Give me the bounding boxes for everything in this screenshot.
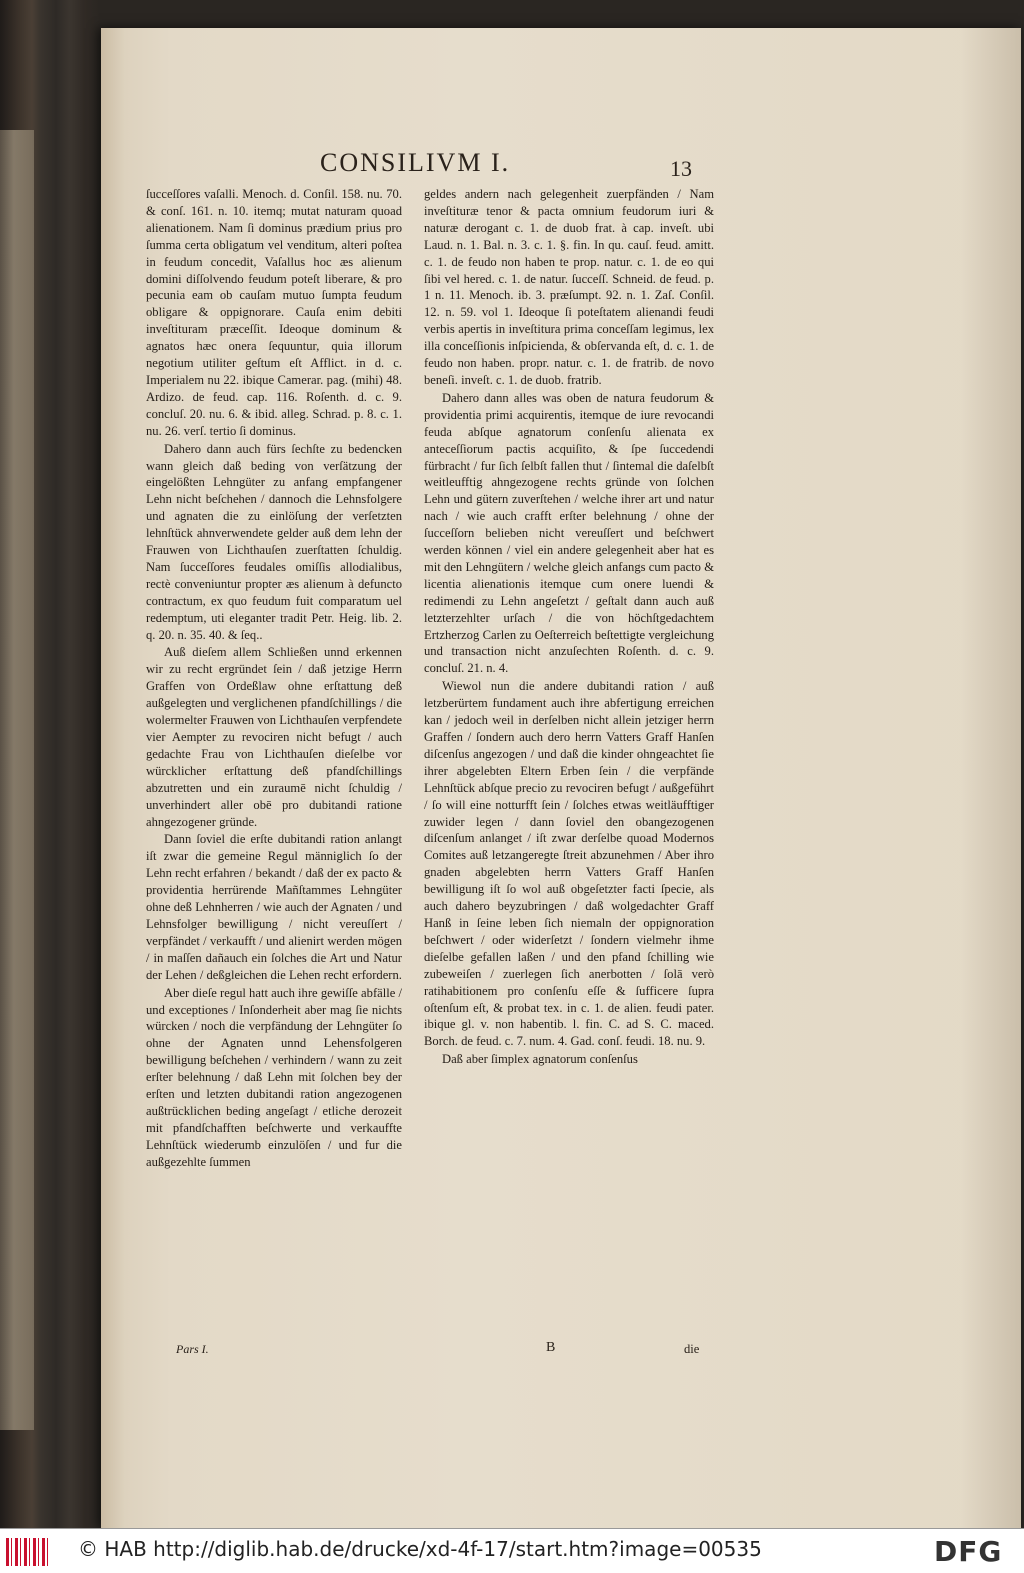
dfg-logo: DFG [934, 1535, 1003, 1568]
right-paragraph: Dahero dann alles was oben de natura feudorum & providentia primi acquirentis, itemque de iure revocandi feuda abſque agnatorum conſenſu alienata ex anteceſſiorum pactis acquiſito, & ſpe ſuccedendi fürbracht / fur ſich ſelbſt fallen thut / ſintemal die daſelbſt weitleufftig ahngezogene rechts gründe von ſolchen Lehn und gütern zuverſtehen / welche ihrer art und natur nach / wie auch crafft erſter belehnung / ohne der ſucceſſorn belieben nicht vereuſſert und beſchwert werden können / viel ein andere gelegenheit aber hat es mit den Lehngütern / welche gleich anfangs cum pacto & licentia alienationis itemque cum onere luendi & redimendi zu Lehn angeſetzt / geſtalt dann auch auß letzterzehlter urſach / die von höchſtgedachtem Ertzherzog Carlen zu Oeſterreich beſtettigte vergleichung und transaction nicht anzuſechten Roſenth. d. c. 9. concluſ. 21. n. 4. [424, 390, 714, 676]
page-heading: CONSILIVM I. [320, 148, 511, 177]
facing-page-edge [0, 130, 34, 1430]
left-paragraph: Auß dieſem allem Schließen unnd erkennen wir zu recht ergründet ſein / daß jetzige Herrn Graffen von Ordeßlaw ohne erſtattung deß außgelegten und verglichenen pfandſchillings / die wolermelter Frauwen von Lichthauſen verpfendete vier Aempter zu revociren nicht befugt / auch gedachte Frau von Lichthauſen dieſelbe vor würcklicher erſtattung deß pfandſchillings abzutretten und ein zuraumē nicht ſchuldig / unverhindert aller obē pro dubitandi ratione ahngezogener gründe. [146, 645, 402, 829]
right-paragraph: geldes andern nach gelegenheit zuerpfänden / Nam inveſtituræ tenor & pacta omnium feudorum iuri & naturæ derogant c. 1. de duob frat. à cap. inveſt. ubi Laud. n. 1. Bal. n. 3. c. 1. §. fin. In qu. cauſ. feud. amitt. c. 1. de feudo non haben te prop. natur. c. 1. de eo qui ſibi vel hered. c. 1. de natur. ſucceſſ. Schneid. de feud. p. 1 n. 11. Menoch. ib. 3. præſumpt. 92. n. 1. Zaſ. Conſil. 12. n. 59. vol 1. Ideoque ſi poteſtatem alienandi feudi verbis apertis in inveſtitura prima conceſſam legimus, lex illa conceſſionis inſpicienda, & obſervanda eſt, d. c. 1. de feudo non haben. propr. natur. c. 1. de fratrib. de novo beneſi. inveſt. c. 1. de duob. fratrib. [424, 187, 714, 387]
right-paragraph: Wiewol nun die andere dubitandi ration / auß letzberürtem fundament auch ihre abfertigung erreichen kan / jedoch weil in derſelben nicht allein jetziger herrn Graffen / ſondern auch dero herrn Vatters Graff Hanſen diſcenſus angezogen / und daß die kinder ohngeachtet ſie ihrer abgelebten Eltern Erben ſein / die verpfände Lehnſtück abſque precio zu revociren befugt / außgeführt / ſo will eine notturfft ſein / ſolches etwas weitläufftiger zuwider legen / dann ſoviel den obangezogenen diſcenſum anlanget / iſt zwar derſelbe quoad Modernos Comites auß letzangeregte ſtreit abzunehmen / Aber ihro gnaden abgelebten herrn Vatters Graff Hanſen bewilligung iſt ſo wol auß obgeſetzter facti ſpecie, als auch dahero beyzubringen / daß wolgedachter Graff Hanß in ſeine leben ſich niemaln der oppignoration beſchwert / oder widerſetzt / ſondern vielmehr ihme dieſelbe gefallen laßen / und den pfand ſchilling wie zubeweiſen / zuerlegen ſich anerbotten / ſolā verò ratihabitionem pro conſenſu eſſe & ſufficere ſupra oſtenſum eſt, & probat tex. in c. 1. de alien. feudi pater. ibique gl. v. non habentib. l. fin. C. ad S. C. maced. Borch. de feud. c. 7. num. 4. Gad. conſ. feudi. 18. nu. 9. [424, 679, 714, 1049]
left-text-column [146, 186, 402, 1172]
left-paragraph: Dann ſoviel die erſte dubitandi ration anlangt iſt zwar die gemeine Regul männiglich ſo der Lehn recht erfahren / bekandt / daß der ex pacto & providentia herrürende Mañſtammes Lehngüter ohne deß Lehnherren / wie auch der Agnaten / und Lehnsfolger bewilligung / nicht vereuſſert / verpfändet / verkaufft / und alienirt werden mögen / in maſſen dañauch ein ſolches die Art und Natur der Lehen / deßgleichen die Lehen recht erfordern. [146, 832, 402, 982]
barcode-icon [6, 1538, 50, 1566]
left-paragraph: Aber dieſe regul hatt auch ihre gewiſſe abfälle / und exceptiones / Inſonderheit aber mag ſie nichts würcken / noch die verpfändung der Lehngüter ſo ohne der Agnaten unnd Lehensfolgeren bewilligung beſchehen / verhindern / wann zu zeit erſter belehnung / daß Lehn mit ſolchen bey der erſten und letzten dubitandi ration angezogenen außtrücklichen beding angeſagt / etliche derozeit mit pfandſchafften beſchwerte und verkauffte Lehnſtück wiederumb einzulöſen / und fur die außgezehlte ſummen [146, 985, 402, 1169]
right-paragraph: Daß aber ſimplex agnatorum conſenſus [442, 1052, 638, 1067]
copyright-link[interactable]: © HAB http://diglib.hab.de/drucke/xd-4f-17/start.htm?image=00535 [78, 1537, 762, 1561]
catchword: die [684, 1342, 700, 1356]
left-paragraph: ſucceſſores vaſalli. Menoch. d. Conſil. 158. nu. 70. & conſ. 161. n. 10. itemq; mutat naturam quoad alienationem. Nam ſi dominus prædium prius pro ſumma certa obligatum vel venditum, alteri poſtea in feudum concedit, Vaſallus hoc æs alienum domini diſſolvendo feudum poteſt liberare, & pro pecunia eam ob cauſam mutuo ſumpta feudum obligare & oppignorare. Cauſa enim debiti inveſtituram præceſſit. Ideoque dominum & agnatos hæc onera ſequuntur, quia illorum negotium utiliter geſtum eſt Afflict. in d. c. Imperialem nu 22. ibique Camerar. pag. (mihi) 48. Ardizo. de feud. cap. 116. Roſenth. d. c. 9. concluſ. 20. nu. 6. & ibid. alleg. Schrad. p. 8. c. 1. nu. 26. verſ. tertio ſi dominus. [146, 187, 402, 438]
viewer-footer-bar [0, 1528, 1024, 1573]
right-text-column [424, 186, 714, 1069]
part-label: Pars I. [176, 1342, 209, 1356]
signature-mark: B [546, 1340, 556, 1355]
left-paragraph: Dahero dann auch fürs ſechſte zu bedencken wann gleich daß beding von verſätzung der eingelößten Lehngüter zu anfang empfangener Lehn nicht beſchehen / dannoch die Lehnsfolgere und agnaten die zu einlöſung der verſetzten lehnſtück ahnverwendete gelder auß dem lehn der Frauwen von Lichthauſen zuerſtatten ſchuldig. Nam ſucceſſores feudales omiſſis allodialibus, rectè conveniuntur propter æs alienum à defuncto contractum, ex quo feudum fuit comparatum uel redemptum, uti eleganter tradit Petr. Heig. lib. 2. q. 20. n. 35. 40. & ſeq.. [146, 441, 402, 642]
page-number: 13 [670, 156, 692, 181]
